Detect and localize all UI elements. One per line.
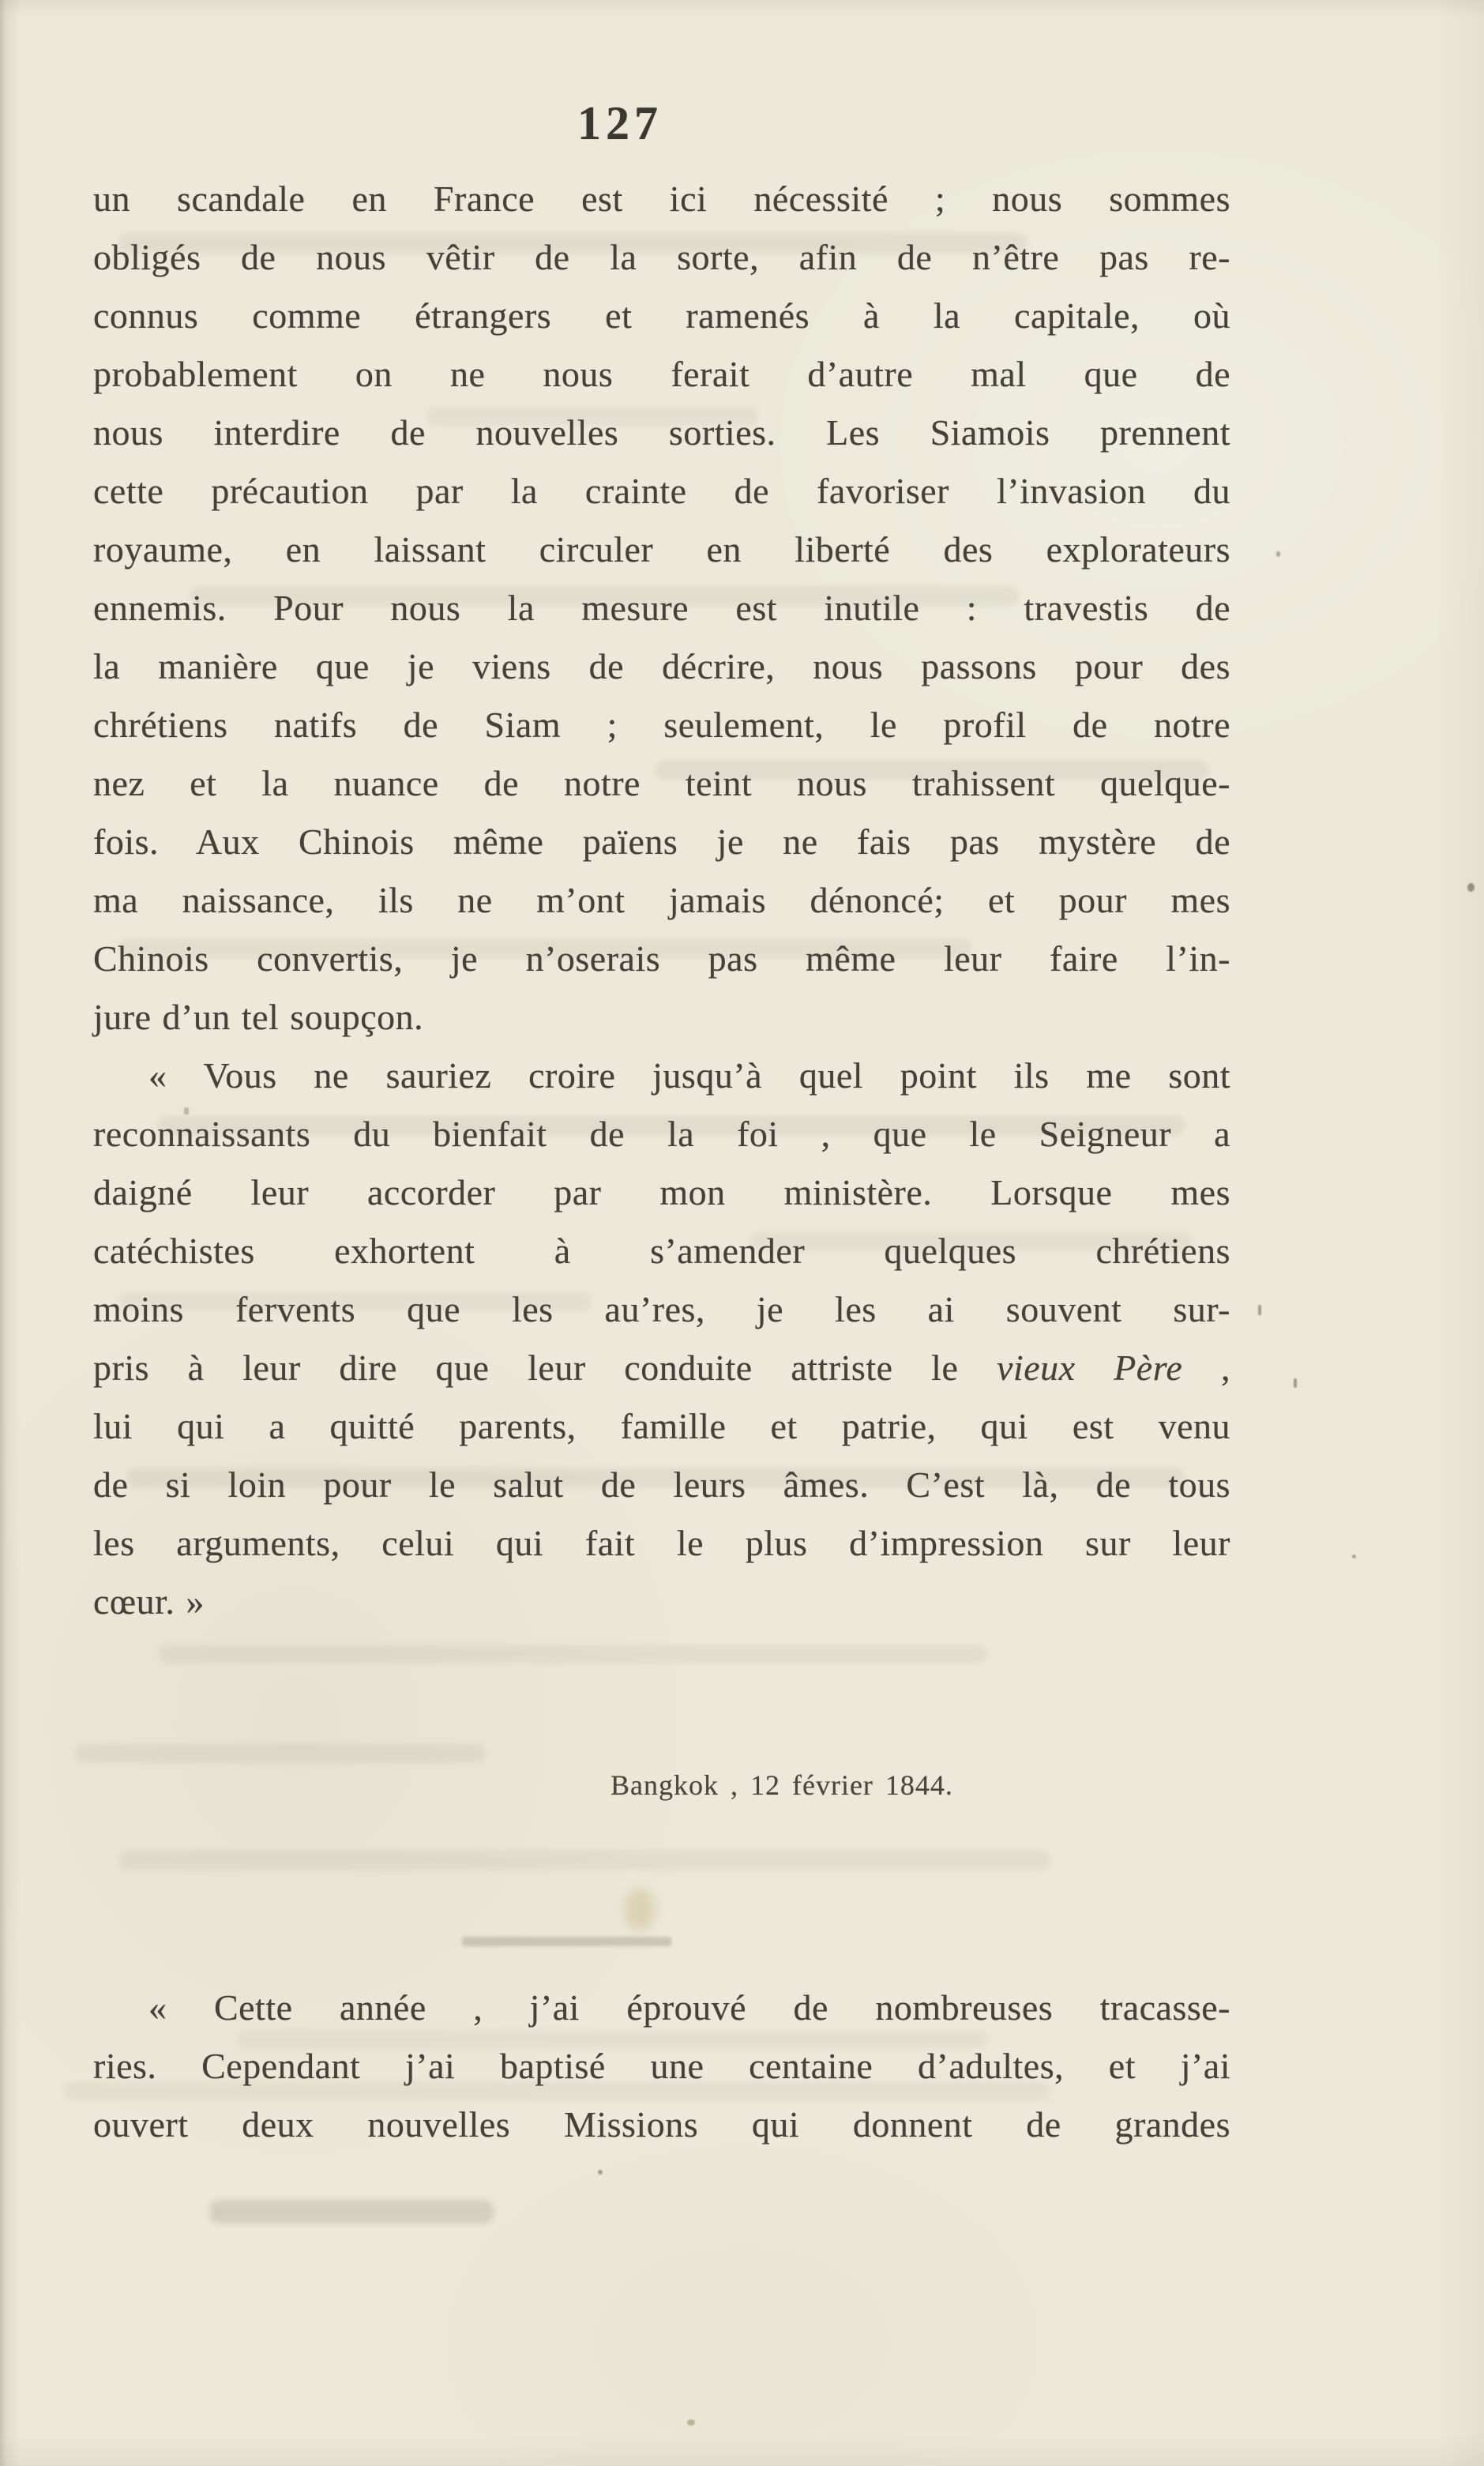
- text-line: probablement on ne nous ferait d’autre mal que de: [93, 354, 1230, 394]
- text-line: de si loin pour le salut de leurs âmes. C’est là, de tous: [93, 1464, 1230, 1505]
- text-line: chrétiens natifs de Siam ; seulement, le profil de notre: [93, 705, 1230, 745]
- dateline: Bangkok , 12 février 1844.: [611, 1769, 953, 1801]
- page-number: 127: [577, 97, 663, 149]
- text-line: obligés de nous vêtir de la sorte, afin de n’être pas re-: [93, 237, 1230, 277]
- text-line: jure d’un tel soupçon.: [93, 997, 424, 1037]
- bleed-through-signature-mark: [209, 2200, 494, 2224]
- paragraph-2-continued: [93, 1397, 1230, 1573]
- text-line: ouvert deux nouvelles Missions qui donnent de grandes: [93, 2104, 1230, 2145]
- ink-speck: [1258, 1305, 1261, 1315]
- text-line: les arguments, celui qui fait le plus d’impression sur leur: [93, 1523, 1230, 1563]
- text-line: ennemis. Pour nous la mesure est inutile : travestis de: [93, 588, 1230, 628]
- text-line: cœur. »: [93, 1581, 205, 1622]
- text-line: « Cette année , j’ai éprouvé de nombreuses tracasse-: [148, 1987, 1230, 2028]
- text-line: nez et la nuance de notre teint nous trahissent quelque-: [93, 763, 1230, 803]
- ink-speck: [1467, 883, 1475, 892]
- text-line: nous interdire de nouvelles sorties. Les Siamois prennent: [93, 412, 1230, 453]
- ink-speck: [598, 2170, 603, 2175]
- text-segment: ,: [1182, 1348, 1230, 1388]
- text-line: moins fervents que les au’res, je les ai souvent sur-: [93, 1289, 1230, 1329]
- text-line: [93, 1339, 1230, 1397]
- text-line: daigné leur accorder par mon ministère. Lorsque mes: [93, 1172, 1230, 1212]
- text-line: Chinois convertis, je n’oserais pas même leur faire l’in-: [93, 938, 1230, 979]
- text-line: la manière que je viens de décrire, nous passons pour des: [93, 646, 1230, 686]
- italic-phrase: vieux Père: [997, 1348, 1183, 1388]
- ink-speck: [1352, 1554, 1356, 1558]
- text-line: « Vous ne sauriez croire jusqu’à quel point ils me sont: [148, 1055, 1230, 1096]
- text-line: ma naissance, ils ne m’ont jamais dénoncé; et pour mes: [93, 880, 1230, 920]
- text-line: royaume, en laissant circuler en liberté des explorateurs: [93, 529, 1230, 570]
- text-line: un scandale en France est ici nécessité ; nous sommes: [93, 179, 1230, 219]
- text-line: ries. Cependant j’ai baptisé une centaine d’adultes, et j’ai: [93, 2046, 1230, 2086]
- text-line: fois. Aux Chinois même païens je ne fais pas mystère de: [93, 821, 1230, 862]
- text-line: connus comme étrangers et ramenés à la capitale, où: [93, 295, 1230, 336]
- page-text-block: [93, 170, 1230, 2154]
- ink-speck: [1294, 1378, 1297, 1388]
- paragraph-1: [93, 170, 1230, 988]
- text-segment: pris à leur dire que leur conduite attriste le: [93, 1348, 997, 1388]
- text-line: cette précaution par la crainte de favoriser l’invasion du: [93, 471, 1230, 511]
- ink-speck: [1276, 551, 1280, 557]
- text-line: catéchistes exhortent à s’amender quelques chrétiens: [93, 1231, 1230, 1271]
- text-line: lui qui a quitté parents, famille et patrie, qui est venu: [93, 1406, 1230, 1446]
- paragraph-2: [93, 1047, 1230, 1339]
- ink-speck: [687, 2419, 695, 2426]
- text-line: reconnaissants du bienfait de la foi , que le Seigneur a: [93, 1114, 1230, 1154]
- paragraph-3: [93, 1979, 1230, 2154]
